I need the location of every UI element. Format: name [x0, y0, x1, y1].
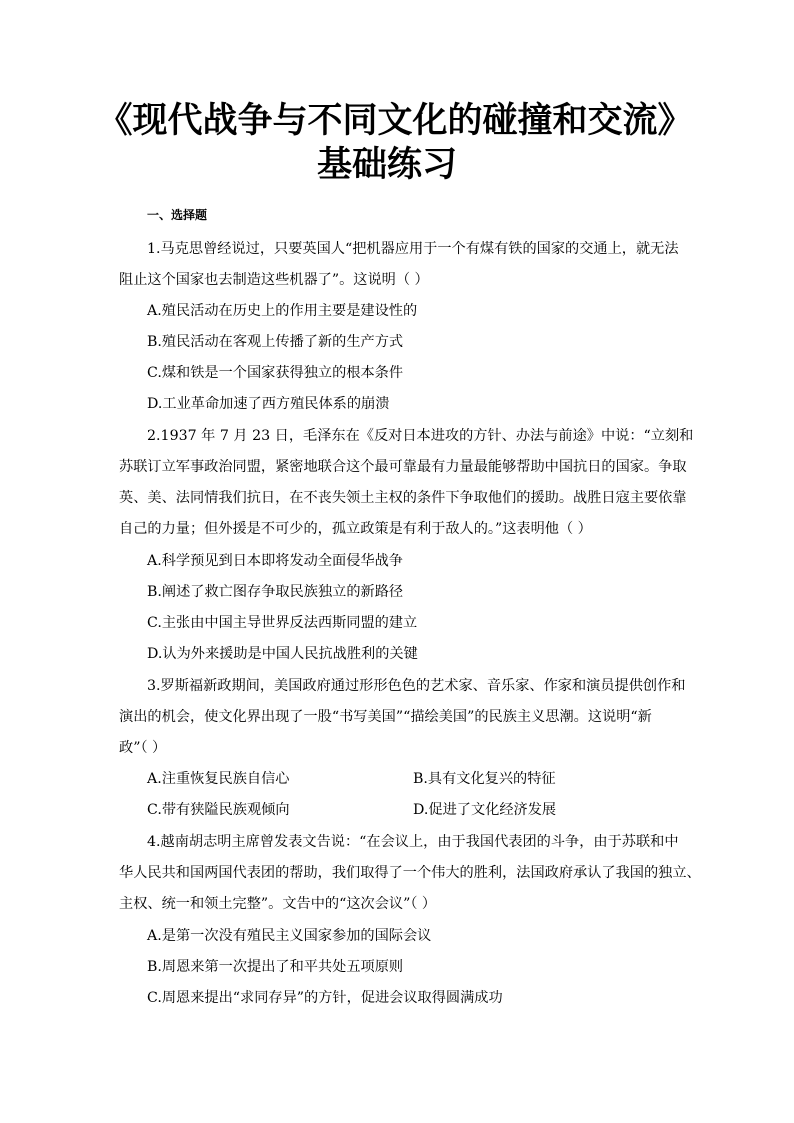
question-1-option-c: C.煤和铁是一个国家获得独立的根本条件 — [147, 365, 404, 381]
question-3-line-3: 政”（ ） — [119, 740, 167, 756]
question-3-line-2: 演出的机会，使文化界出现了一股“书写美国”“描绘美国”的民族主义思潮。这说明“新 — [119, 709, 652, 725]
question-2-option-a: A.科学预见到日本即将发动全面侵华战争 — [147, 553, 403, 569]
question-2-line-2: 苏联订立军事政治同盟，紧密地联合这个最可靠最有力量最能够帮助中国抗日的国家。争取 — [119, 459, 687, 475]
question-1-option-a: A.殖民活动在历史上的作用主要是建设性的 — [147, 303, 418, 319]
question-4-option-c: C.周恩来提出“求同存异”的方针，促进会议取得圆满成功 — [147, 990, 503, 1006]
question-1-option-d: D.工业革命加速了西方殖民体系的崩溃 — [147, 396, 390, 412]
question-1-line-2: 阻止这个国家也去制造这些机器了”。这说明（ ） — [119, 272, 429, 288]
question-4-option-a: A.是第一次没有殖民主义国家参加的国际会议 — [147, 928, 432, 944]
section-heading: 一、选择题 — [147, 208, 208, 222]
question-4-line-2: 华人民共和国两国代表团的帮助，我们取得了一个伟大的胜利，法国政府承认了我国的独立、 — [119, 865, 701, 881]
question-2-line-1: 2.1937 年 7 月 23 日，毛泽东在《反对日本进攻的方针、办法与前途》中说：“立刻和 — [147, 428, 694, 444]
question-1-option-b: B.殖民活动在客观上传播了新的生产方式 — [147, 334, 404, 350]
question-4-line-3: 主权、统一和领土完整”。文告中的“这次会议”（ ） — [119, 896, 437, 912]
question-4-line-1: 4.越南胡志明主席曾发表文告说：“在会议上，由于我国代表团的斗争，由于苏联和中 — [147, 834, 679, 850]
question-2-line-4: 自己的力量；但外援是不可少的，孤立政策是有利于敌人的。”这表明他（ ） — [119, 521, 592, 537]
question-3-option-d: D.促进了文化经济发展 — [413, 802, 557, 818]
question-2-option-b: B.阐述了救亡图存争取民族独立的新路径 — [147, 584, 404, 600]
question-3-option-a: A.注重恢复民族自信心 — [147, 771, 290, 787]
question-3-option-c: C.带有狭隘民族观倾向 — [147, 802, 290, 818]
question-2-line-3: 英、美、法同情我们抗日，在不丧失领土主权的条件下争取他们的援助。战胜日寇主要依靠 — [119, 490, 687, 506]
question-3-option-b: B.具有文化复兴的特征 — [413, 771, 556, 787]
question-3-line-1: 3.罗斯福新政期间，美国政府通过形形色色的艺术家、音乐家、作家和演员提供创作和 — [147, 678, 686, 694]
document-title-line-2: 基础练习 — [316, 145, 457, 185]
question-1-line-1: 1.马克思曾经说过，只要英国人“把机器应用于一个有煤有铁的国家的交通上，就无法 — [147, 241, 679, 257]
document-title-line-1: 《现代战争与不同文化的碰撞和交流》 — [97, 101, 693, 141]
question-2-option-d: D.认为外来援助是中国人民抗战胜利的关键 — [147, 646, 418, 662]
question-4-option-b: B.周恩来第一次提出了和平共处五项原则 — [147, 959, 404, 975]
question-2-option-c: C.主张由中国主导世界反法西斯同盟的建立 — [147, 615, 418, 631]
